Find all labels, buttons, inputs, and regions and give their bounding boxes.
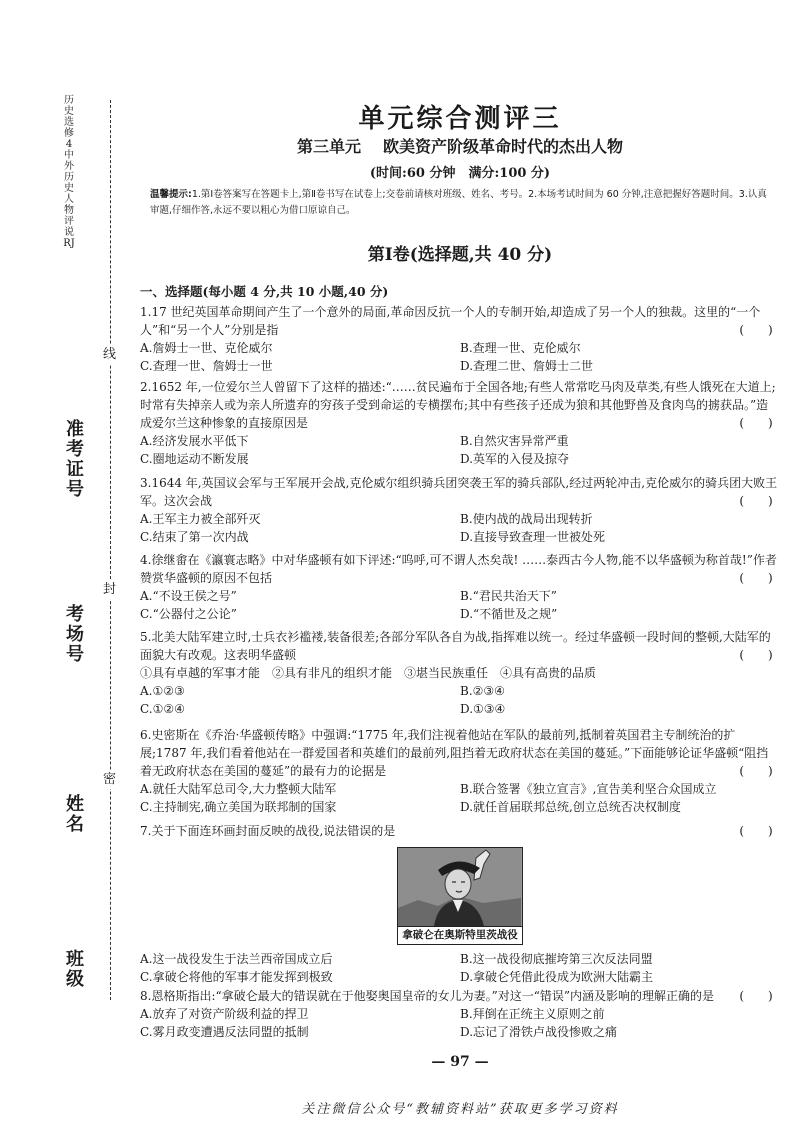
answer-paren: ( ) <box>739 571 773 585</box>
question-3: 3.1644 年,英国议会军与王军展开会战,克伦威尔组织骑兵团突袭王军的骑兵部队,经过两轮冲击,克伦威尔的骑兵团大败王军。这次会战 ( ) A.王军主力被全部歼灭 B.使内战的战局出现转折 C.结束了第一次内战 D.直接导致查理一世被处死 <box>140 474 780 546</box>
option-a: A.放弃了对资产阶级利益的捍卫 <box>140 1007 309 1021</box>
answer-paren: ( ) <box>739 824 773 838</box>
option-b: B.联合签署《独立宣言》,宣告美利坚合众国成立 <box>460 782 717 796</box>
option-a: A.詹姆士一世、克伦威尔 <box>140 341 273 355</box>
option-c: C.“公器付之公论” <box>140 607 237 621</box>
page-number: — 97 — <box>431 1054 489 1070</box>
option-d: D.①③④ <box>460 702 506 716</box>
answer-paren: ( ) <box>739 989 773 1003</box>
option-d: D.“不循世及之规” <box>460 607 558 621</box>
option-a: A.“不设王侯之号” <box>140 589 237 603</box>
cut-line <box>110 100 111 1000</box>
option-c: C.雾月政变遭遇反法同盟的抵制 <box>140 1025 309 1039</box>
footer-note: 关注微信公众号“教辅资料站”获取更多学习资料 <box>301 1102 619 1117</box>
option-c: C.①②④ <box>140 702 185 716</box>
option-a: A.经济发展水平低下 <box>140 434 249 448</box>
statement-list: ①具有卓越的军事才能 ②具有非凡的组织才能 ③堪当民族重任 ④具有高贵的品质 <box>140 666 597 680</box>
cut-mark-line: 线 <box>103 347 117 362</box>
option-a: A.这一战役发生于法兰西帝国成立后 <box>140 952 333 966</box>
field-class: 班级 <box>66 949 84 990</box>
comic-cover-figure <box>397 847 523 945</box>
option-b: B.查理一世、克伦威尔 <box>460 341 581 355</box>
tips-text: 1.第Ⅰ卷答案写在答题卡上,第Ⅱ卷书写在试卷上;交卷前请核对班级、姓名、考号。2.本场考试时间为 60 分钟,注意把握好答题时间。3.认真审题,仔细作答,永远不要以粗心为借口原谅自己。 <box>150 189 767 216</box>
option-b: B.②③④ <box>460 684 505 698</box>
option-c: C.主持制宪,确立美国为联邦制的国家 <box>140 800 337 814</box>
option-c: C.拿破仑将他的军事才能发挥到极致 <box>140 970 333 984</box>
question-5: 5.北美大陆军建立时,士兵衣衫褴褛,装备很差;各部分军队各自为战,指挥难以统一。经过华盛顿一段时间的整顿,大陆军的面貌大有改观。这表明华盛顿 ( ) ①具有卓越的军事才能 ②具有非凡的组织才能 ③堪当民族重任 ④具有高贵的品质 A.①②③ B.②③④ C.①②④ D.①③④ <box>140 628 780 718</box>
series-label: 历史选修4 中外历史人物评说 RJ <box>63 95 75 249</box>
subtitle-topic: 欧美资产阶级革命时代的杰出人物 <box>383 137 624 156</box>
option-c: C.结束了第一次内战 <box>140 530 249 544</box>
option-c: C.圈地运动不断发展 <box>140 452 249 466</box>
option-d: D.英军的入侵及掠夺 <box>460 452 570 466</box>
tips <box>150 187 770 219</box>
option-b: B.自然灾害异常严重 <box>460 434 569 448</box>
option-a: A.①②③ <box>140 684 185 698</box>
cut-mark-seal: 封 <box>103 582 117 597</box>
answer-paren: ( ) <box>739 648 773 662</box>
option-b: B.“君民共治天下” <box>460 589 557 603</box>
option-d: D.就任首届联邦总统,创立总统否决权制度 <box>460 800 681 814</box>
question-1: 1.17 世纪英国革命期间产生了一个意外的局面,革命因反抗一个人的专制开始,却造成了另一个人的独裁。这里的“一个人”和“另一个人”分别是指 ( ) A.詹姆士一世、克伦威尔 B.查理一世、克伦威尔 C.查理一世、詹姆士一世 D.查理二世、詹姆士二世 <box>140 303 780 375</box>
tips-label: 温馨提示: <box>150 189 192 200</box>
option-a: A.就任大陆军总司令,大力整顿大陆军 <box>140 782 337 796</box>
option-b: B.这一战役彻底摧垮第三次反法同盟 <box>460 952 653 966</box>
figure-caption: 拿破仑在奥斯特里茨战役 <box>398 926 522 944</box>
page-title: 单元综合测评三 <box>358 104 562 134</box>
option-b: B.拜倒在正统主义原则之前 <box>460 1007 605 1021</box>
section-title: 一、选择题(每小题 4 分,共 10 小题,40 分) <box>140 284 389 299</box>
page-subtitle <box>140 134 780 157</box>
option-a: A.王军主力被全部歼灭 <box>140 512 261 526</box>
field-exam-number: 准考证号 <box>66 419 84 500</box>
answer-paren: ( ) <box>739 494 773 508</box>
question-2: 2.1652 年,一位爱尔兰人曾留下了这样的描述:“……贫民遍布于全国各地;有些人常常吃马肉及草类,有些人饿死在大道上;时常有失掉亲人或为亲人所遗弃的穷孩子受到命运的专横摆布;其中有些孩子还成为狼和其他野兽及食肉鸟的掳获品。”造成爱尔兰这种惨象的直接原因是 ( ) A.经济发展水平低下 B.自然灾害异常严重 C.圈地运动不断发展 D.英军的入侵及掠夺 <box>140 378 780 468</box>
option-d: D.直接导致查理一世被处死 <box>460 530 606 544</box>
question-8: 8.恩格斯指出:“拿破仑最大的错误就在于他娶奥国皇帝的女儿为妻。”对这一“错误”内涵及影响的理解正确的是 ( ) A.放弃了对资产阶级利益的捍卫 B.拜倒在正统主义原则之前 C.雾月政变遭遇反法同盟的抵制 D.忘记了滑铁卢战役惨败之痛 <box>140 987 780 1041</box>
napoleon-portrait-icon <box>398 848 521 926</box>
option-d: D.忘记了滑铁卢战役惨败之痛 <box>460 1025 618 1039</box>
cut-mark-secret: 密 <box>103 772 117 787</box>
answer-paren: ( ) <box>739 323 773 337</box>
answer-paren: ( ) <box>739 416 773 430</box>
question-7-options <box>140 950 780 986</box>
field-name: 姓名 <box>66 794 84 835</box>
subtitle-unit: 第三单元 <box>296 137 361 156</box>
option-d: D.拿破仑凭借此役成为欧洲大陆霸主 <box>460 970 654 984</box>
field-exam-room: 考场号 <box>66 604 84 665</box>
time-score: (时间:60 分钟 满分:100 分) <box>369 166 551 181</box>
option-b: B.使内战的战局出现转折 <box>460 512 593 526</box>
option-c: C.查理一世、詹姆士一世 <box>140 359 273 373</box>
question-6: 6.史密斯在《乔治·华盛顿传略》中强调:“1775 年,我们注视着他站在军队的最前列,抵制着英国君主专制统治的扩展;1787 年,我们看着他站在一群爱国者和英雄们的最前列,阻挡着无政府状态在美国的蔓延。”下面能够论证华盛顿“阻挡着无政府状态在美国的蔓延”的最有力的论据是 ( ) A.就任大陆军总司令,大力整顿大陆军 B.联合签署《独立宣言》,宣告美利坚合众国成立 C.主持制宪,确立美国为联邦制的国家 D.就任首届联邦总统,创立总统否决权制度 <box>140 726 780 816</box>
binding-margin <box>0 0 130 1138</box>
option-d: D.查理二世、詹姆士二世 <box>460 359 594 373</box>
question-7: 7.关于下面连环画封面反映的战役,说法错误的是 ( ) <box>140 822 780 840</box>
question-4: 4.徐继畬在《瀛寰志略》中对华盛顿有如下评述:“呜呼,可不谓人杰矣哉! ……泰西古今人物,能不以华盛顿为称首哉!”作者赞赏华盛顿的原因不包括 ( ) A.“不设王侯之号” B.“君民共治天下” C.“公器付之公论” D.“不循世及之规” <box>140 551 780 623</box>
part-title: 第Ⅰ卷(选择题,共 40 分) <box>367 245 553 265</box>
answer-paren: ( ) <box>739 764 773 778</box>
